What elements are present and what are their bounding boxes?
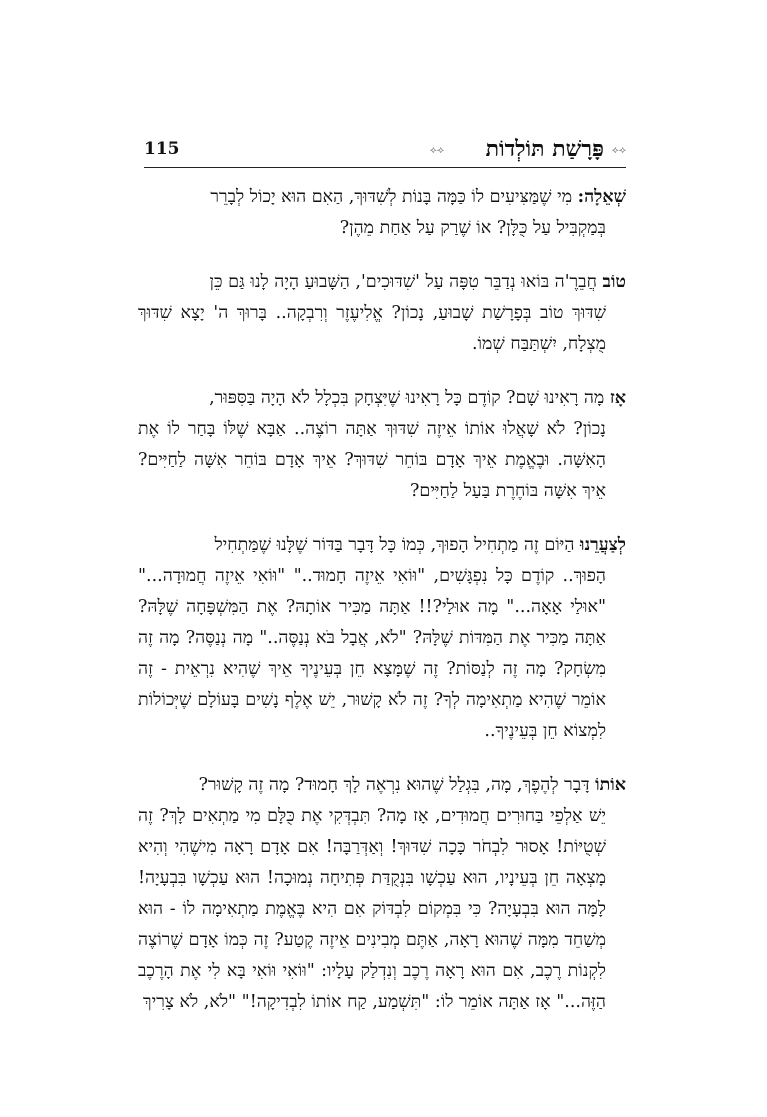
paragraph <box>138 383 626 507</box>
paragraph-opening-text: דָּבָר לְהֶפֶךְ, מָה, בִּגְלַל שֶׁהוּא נִרְאֶה לָךְ חָמוּד? מָה זֶה קָשׁוּר? <box>198 775 596 795</box>
paragraph-first-line <box>138 530 626 561</box>
page-number: 115 <box>144 139 180 159</box>
paragraph <box>138 267 626 360</box>
paragraph-continuation: נָכוֹן? לֹא שָׁאֲלוּ אוֹתוֹ אֵיזֶה שִׁדּוּךְ אַתָּה רוֹצֶה.. אַבָּא שֶׁלּוֹ בָּחַר לוֹ אֶת הָאִשָּׁה. וּבֶאֱמֶת אֵיךְ אָדָם בּוֹחֵר שִׁדּוּךְ? אֵיךְ אָדָם בּוֹחֵר אִשָּׁה לַחַיִּים? אֵיךְ אִשָּׁה בּוֹחֶרֶת בַּעַל לַחַיִּים? <box>138 419 606 501</box>
paragraph-first-line <box>138 267 626 298</box>
paragraph-first-line <box>138 182 626 213</box>
paragraph <box>138 530 626 747</box>
paragraph <box>138 770 626 1018</box>
paragraph-first-line <box>138 383 626 414</box>
paragraph-lead-word: שְׁאֵלָה: <box>577 187 626 207</box>
paragraph <box>138 182 626 244</box>
paragraph-continuation: שִׁדּוּךְ טוֹב בְּפָרָשַׁת שָׁבוּעַ, נָכוֹן? אֱלִיעֶזֶר וְרִבְקָה.. בָּרוּךְ ה' יָצָא שִׁדּוּךְ מֻצְלָח, יִשְׁתַּבַּח שְׁמוֹ. <box>138 303 606 354</box>
header-divider <box>144 167 626 168</box>
running-title: פָּרָשַׁת תּוֹלְדוֹת <box>485 136 604 162</box>
paragraph-lead-word: אוֹתוֹ <box>595 775 626 795</box>
paragraph-lead-word: לְצַעֲרֵנוּ <box>579 535 626 555</box>
left-ornament-icon: ⟡⟢ <box>429 145 444 156</box>
paragraph-opening-text: מָה רָאִינוּ שָׁם? קוֹדֶם כָּל רָאִינוּ שֶׁיִּצְחָק בִּכְלָל לֹא הָיָה בַּסִּפּוּר, <box>209 388 610 408</box>
paragraph-continuation: הָפוּךְ.. קוֹדֶם כָּל נִפְגָּשִׁים, "וּוֹאִי אֵיזֶה חָמוּד.." "וּוֹאִי אֵיזֶה חֲמוּדָה..." "אוּלַי אָאָה..." מָה אוּלַי?!! אַתָּה מַכִּיר אוֹתָהּ? אֶת הַמִּשְׁפָּחָה שֶׁלָּהּ? אַתָּה מַכִּיר אֶת הַמִּדּוֹת שֶׁלָּהּ? "לֹא, אֲבָל בֹּא נְנַסֶּה.." מָה נְנַסֶּה? מָה זֶה מִשְׂחָק? מָה זֶה לְנַסּוֹת? זֶה שֶׁמָּצָא חֵן בְּעֵינֶיךָ אֵיךְ שֶׁהִיא נִרְאֵית - זֶה אוֹמֵר שֶׁהִיא מַתְאִימָה לְךָ? זֶה לֹא קָשׁוּר, יֵשׁ אֶלֶף נָשִׁים בָּעוֹלָם שֶׁיְּכוֹלוֹת לִמְצוֹא חֵן בְּעֵינֶיךָ.. <box>138 566 606 741</box>
right-ornament-icon: ⟡⟢ <box>611 145 626 156</box>
paragraph-opening-text: הַיּוֹם זֶה מַתְחִיל הָפוּךְ, כְּמוֹ כָּל דָּבָר בַּדּוֹר שֶׁלָּנוּ שֶׁמַּתְחִיל <box>214 535 580 555</box>
paragraph-lead-word: אָז <box>609 388 626 408</box>
paragraph-continuation: יֵשׁ אַלְפֵי בַּחוּרִים חֲמוּדִים, אָז מָה? תִּבְדְּקִי אֶת כֻּלָּם מִי מַתְאִים לָךְ? זֶה שְׁטֻיּוֹת! אָסוּר לִבְחֹר כָּכָה שִׁדּוּךְ! וְאַדְּרַבָּה! אִם אָדָם רָאָה מִישֶׁהִי וְהִיא מָצְאָה חֵן בְּעֵינָיו, הוּא עַכְשָׁו בִּנְקֻדַּת פְּתִיחָה נְמוּכָה! הוּא עַכְשָׁו בִּבְעָיָה! לָמָּה הוּא בִּבְעָיָה? כִּי בִּמְקוֹם לִבְדּוֹק אִם הִיא בֶּאֱמֶת מַתְאִימָה לוֹ - הוּא מְשַׁחֵד מִמָּה שֶׁהוּא רָאָה, אַתֶּם מְבִינִים אֵיזֶה קֶטַע? זֶה כְּמוֹ אָדָם שֶׁרוֹצֶה לִקְנוֹת רֶכֶב, אִם הוּא רָאָה רֶכֶב וְנִדְלַק עָלָיו: "וּוֹאִי וּוֹאִי בָּא לִי אֶת הָרֶכֶב הַזֶּה..." אָז אַתָּה אוֹמֵר לוֹ: "תִּשְׁמַע, קַח אוֹתוֹ לִבְדִיקָה!" "לֹא, לֹא צָרִיךְ <box>138 806 606 1012</box>
paragraph-lead-word: טוֹב <box>602 272 626 292</box>
paragraph-first-line <box>138 770 626 801</box>
paragraph-opening-text: חֲבֵרֶ'ה בּוֹאוּ נְדַבֵּר טִפָּה עַל 'שִׁדּוּכִים', הַשָּׁבוּעַ הָיָה לָנוּ גַּם כֵּן <box>209 272 603 292</box>
paragraph-opening-text: מִי שֶׁמַּצִּיעִים לוֹ כַּמָּה בָּנוֹת לְשִׁדּוּךְ, הַאִם הוּא יָכוֹל לְבָרֵר <box>210 187 578 207</box>
page-body <box>138 182 626 1041</box>
paragraph-continuation: בְּמַקְבִּיל עַל כֻּלָּן? אוֹ שֶׁרַק עַל אַחַת מֵהֶן? <box>339 218 606 238</box>
page-header <box>144 136 626 166</box>
